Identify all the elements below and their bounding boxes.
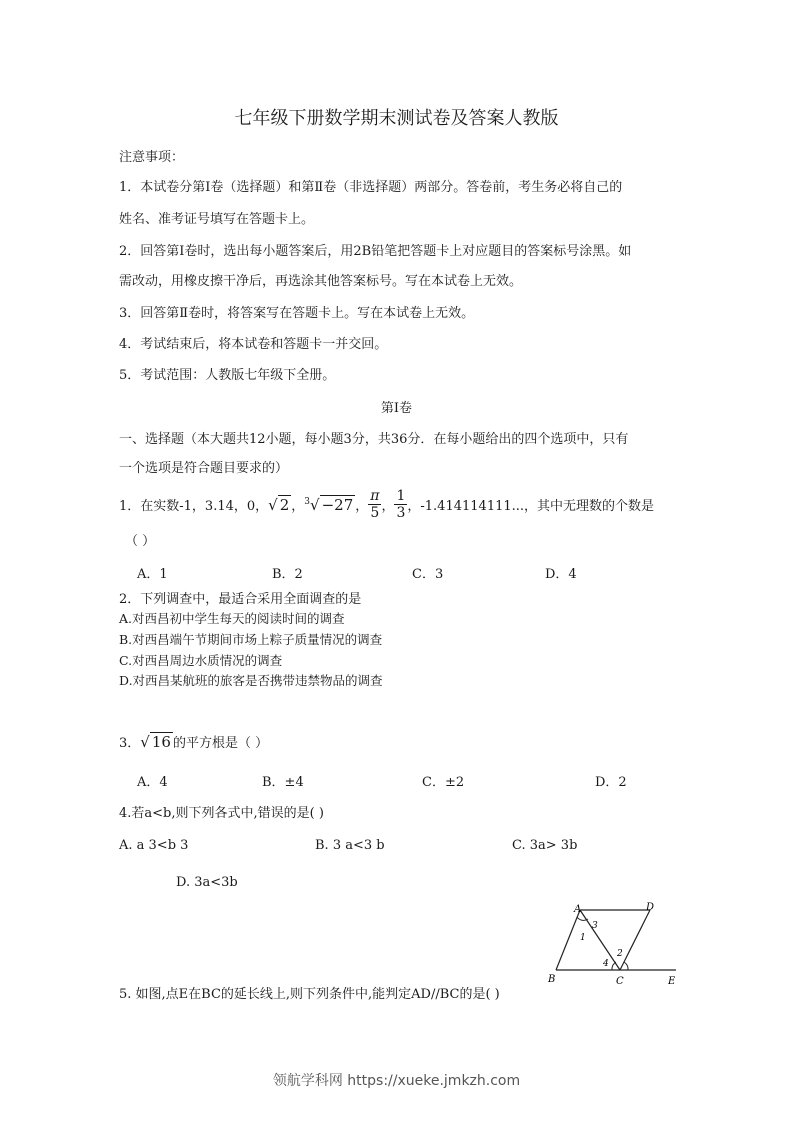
note-line-7: 5．考试范围：人教版七年级下全册。 [119, 368, 336, 383]
q2-option-d: D.对西昌某航班的旅客是否携带违禁物品的调查 [119, 673, 383, 688]
label-d: D [646, 902, 655, 913]
page-footer[interactable]: 领航学科网 https://xueke.jmkzh.com [272, 1073, 521, 1089]
note-line-2: 姓名、准考证号填写在答题卡上。 [119, 212, 315, 227]
note-line-4: 需改动，用橡皮擦干净后，再选涂其他答案标号。写在本试卷上无效。 [119, 274, 523, 289]
q1-option-a: A．1 [137, 567, 168, 582]
section-title: 第Ⅰ卷 [380, 401, 413, 416]
note-line-3: 2．回答第Ⅰ卷时，选出每小题答案后，用2B铅笔把答题卡上对应题目的答案标号涂黑。如 [119, 244, 632, 259]
section-intro-1: 一、选择题（本大题共12小题，每小题3分，共36分．在每小题给出的四个选项中，只有 [119, 432, 629, 447]
notes-heading: 注意事项： [119, 150, 185, 165]
q1-option-b: B．2 [272, 567, 303, 582]
q1-answer-paren: （ ） [125, 534, 156, 549]
q1-suffix: ，-1.414114111...，其中无理数的个数是 [407, 498, 655, 514]
q3-option-b: B．±4 [262, 775, 304, 790]
q3-option-a: A．4 [137, 775, 168, 790]
q2-option-c: C.对西昌周边水质情况的调查 [119, 653, 283, 668]
section-intro-2: 一个选项是符合题目要求的） [119, 461, 289, 476]
sqrt-2: √ 2 [268, 495, 290, 514]
label-a: A [574, 904, 582, 915]
note-line-5: 3．回答第Ⅱ卷时，将答案写在答题卡上。写在本试卷上无效。 [119, 306, 475, 321]
q4-option-a: A. a 3<b 3 [119, 838, 189, 853]
label-c: C [616, 976, 624, 987]
question-5-stem: 5. 如图,点E在BC的延长线上,则下列条件中,能判定AD//BC的是( ) [119, 987, 500, 1002]
note-line-6: 4．考试结束后，将本试卷和答题卡一并交回。 [119, 337, 388, 352]
page-title: 七年级下册数学期末测试卷及答案人教版 [234, 108, 559, 129]
sqrt-16: √ 16 [140, 733, 171, 751]
q4-option-b: B. 3 a<3 b [315, 838, 385, 853]
angle-4: 4 [603, 959, 609, 969]
question-1-stem: 1．在实数-1，3.14，0， √ 2 ， $^3$√ −27 ， $\frac{\pi}{5}$ ， $\frac{1}{3}$ ，-1.414114111...，其中无理数的个数是 [119, 487, 655, 521]
question-2-stem: 2．下列调查中，最适合采用全面调查的是 [119, 592, 362, 607]
q1-prefix: 1．在实数-1，3.14，0， [119, 498, 269, 514]
parallelogram-figure [544, 898, 684, 990]
q3-option-d: D．2 [595, 775, 627, 790]
q1-option-d: D．4 [545, 567, 577, 582]
q2-option-b: B.对西昌端午节期间市场上粽子质量情况的调查 [119, 632, 383, 647]
q2-option-a: A.对西昌初中学生每天的阅读时间的调查 [119, 611, 345, 626]
q4-option-c: C. 3a> 3b [512, 838, 578, 853]
angle-1: 1 [580, 933, 586, 943]
q3-option-c: C．±2 [422, 775, 465, 790]
cube-root-minus-27: $^3$√ −27 [304, 495, 354, 514]
fraction-pi-over-5: $\frac{\pi}{5}$ [370, 487, 380, 521]
question-3-stem: 3． √ 16 的平方根是（ ） [119, 733, 269, 751]
angle-3: 3 [592, 921, 598, 931]
angle-2: 2 [617, 949, 623, 959]
question-4-stem: 4.若a<b,则下列各式中,错误的是( ) [119, 806, 324, 821]
note-line-1: 1．本试卷分第Ⅰ卷（选择题）和第Ⅱ卷（非选择题）两部分。答卷前，考生务必将自己的 [119, 180, 623, 195]
label-b: B [548, 974, 556, 985]
q1-option-c: C．3 [412, 567, 444, 582]
q4-option-d: D. 3a<3b [176, 875, 238, 890]
fraction-one-third: $\frac{1}{3}$ [396, 487, 406, 521]
label-e: E [668, 976, 676, 987]
